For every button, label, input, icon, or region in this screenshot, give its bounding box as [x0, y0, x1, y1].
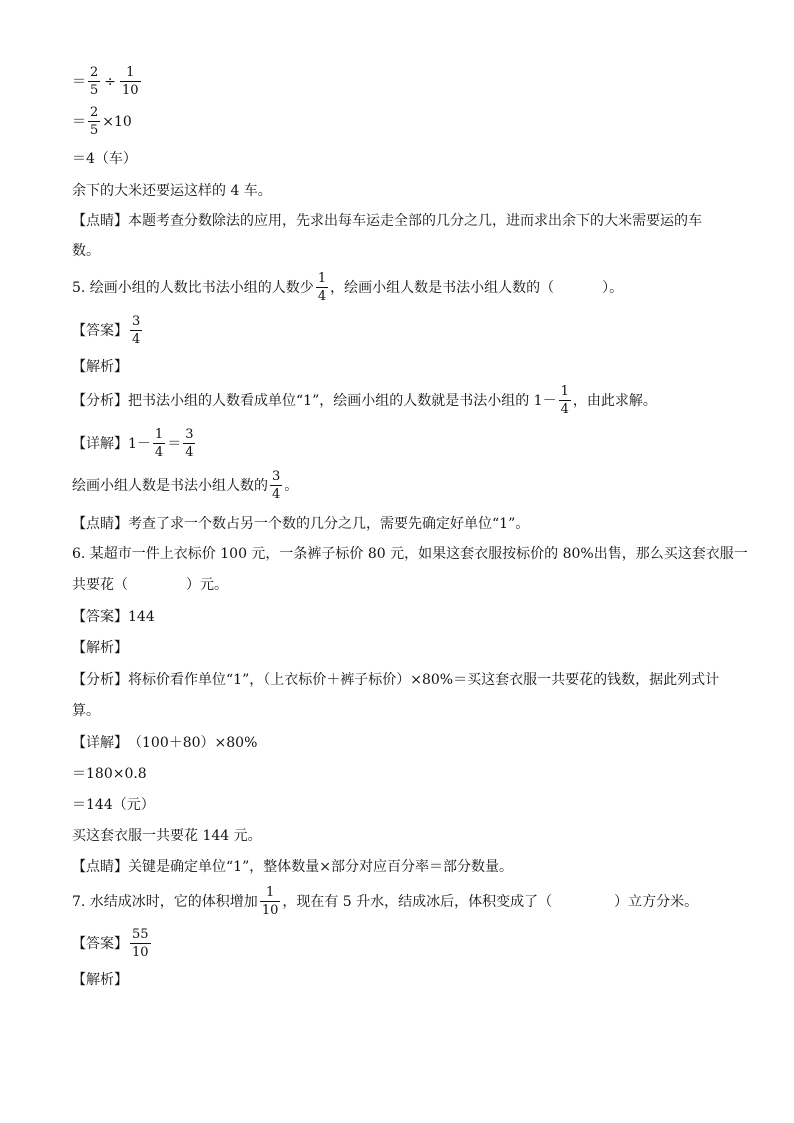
note-text: 考查了求一个数占另一个数的几分之几，需要先确定好单位“1”。 [128, 516, 530, 532]
equals-sign: ＝ [72, 113, 86, 130]
note-text: 关键是确定单位“1”，整体数量×部分对应百分率＝部分数量。 [128, 859, 513, 875]
fraction: $\frac{1}{10}$ [122, 65, 139, 98]
answer-line [72, 610, 734, 624]
analysis-text: 把书法小组的人数看成单位“1”，绘画小组的人数就是书法小组的 1－ [128, 392, 557, 409]
question-text: ，绘画小组人数是书法小组人数的（ [330, 279, 555, 296]
analysis-tag: 【解析】 [72, 359, 128, 375]
detail-line [72, 736, 734, 750]
answer-tag: 【答案】 [72, 322, 128, 339]
equals-sign: ＝ [72, 73, 86, 90]
calc-step: ＝180×0.8 [72, 766, 147, 782]
note-line [72, 517, 734, 531]
note-line [72, 214, 734, 228]
analysis-subtag: 【分析】 [72, 672, 128, 688]
fraction: $\frac{2}{5}$ [90, 105, 99, 138]
calc-step-2 [72, 106, 734, 137]
question-text: ）元。 [186, 577, 228, 593]
question-6-cont [72, 578, 734, 592]
question-text: 5. 绘画小组的人数比书法小组的人数少 [72, 279, 314, 296]
question-text: 共要花（ [72, 577, 128, 593]
question-text: ）。 [602, 279, 624, 296]
analysis-subtag: 【分析】 [72, 392, 128, 409]
fraction: $\frac{3}{4}$ [272, 469, 281, 502]
fraction: $\frac{2}{5}$ [90, 65, 99, 98]
answer-value: 144 [128, 609, 155, 625]
question-6: 6. 某超市一件上衣标价 100 元，一条裤子标价 80 元，如果这套衣服按标价的 80%出售，那么买这套衣服一 [72, 546, 748, 562]
detail-tag: 【详解】 [72, 435, 128, 452]
calc-step-1 [72, 66, 734, 97]
fraction: $\frac{1}{4}$ [560, 384, 569, 417]
question-5 [72, 272, 734, 303]
analysis-line [72, 385, 734, 416]
note-tag: 【点睛】 [72, 213, 128, 229]
analysis-text: ，由此求解。 [572, 392, 657, 409]
fraction: $\frac{1}{10}$ [261, 885, 279, 918]
analysis-text: 将标价看作单位“1”，（上衣标价＋裤子标价）×80%＝买这套衣服一共要花的钱数，据此列式计 [128, 672, 720, 688]
result-text: 余下的大米还要运这样的 4 车。 [72, 183, 272, 199]
result-text: 买这套衣服一共要花 144 元。 [72, 828, 262, 844]
fraction: $\frac{1}{4}$ [317, 271, 327, 304]
note-text: 本题考查分数除法的应用，先求出每车运走全部的几分之几，进而求出余下的大米需要运的车 [128, 213, 702, 229]
result-line [72, 470, 734, 501]
equals-sign: ＝ [167, 435, 182, 452]
question-text: ）立方分米。 [614, 893, 699, 910]
question-text: ，现在有 5 升水，结成冰后，体积变成了（ [282, 893, 553, 910]
result-text: 。 [284, 477, 299, 494]
fraction: $\frac{3}{4}$ [132, 314, 141, 347]
analysis-line-cont: 算。 [72, 703, 100, 719]
answer-tag: 【答案】 [72, 609, 128, 625]
detail-text: （100＋80）×80% [128, 735, 258, 751]
fraction: $\frac{55}{10}$ [132, 927, 149, 960]
calc-step: ＝144（元） [72, 797, 155, 813]
analysis-line [72, 673, 734, 687]
result-text: 绘画小组人数是书法小组人数的 [72, 477, 268, 494]
analysis-tag: 【解析】 [72, 640, 128, 656]
analysis-tag: 【解析】 [72, 972, 128, 988]
note-line [72, 860, 734, 874]
answer-line [72, 928, 734, 959]
answer-tag: 【答案】 [72, 935, 128, 952]
divide-sign: ÷ [104, 73, 117, 90]
fraction: $\frac{1}{4}$ [154, 427, 164, 460]
calc-text: ×10 [102, 113, 132, 130]
calc-step-3: ＝4（车） [72, 151, 137, 167]
note-tag: 【点睛】 [72, 859, 128, 875]
detail-line [72, 428, 734, 459]
answer-line [72, 315, 734, 346]
note-line-cont: 数。 [72, 243, 100, 259]
detail-tag: 【详解】 [72, 735, 128, 751]
fraction: $\frac{3}{4}$ [185, 427, 194, 460]
note-tag: 【点睛】 [72, 516, 128, 532]
question-text: 7. 水结成冰时，它的体积增加 [72, 893, 258, 910]
question-7 [72, 886, 734, 917]
detail-text: 1－ [128, 435, 151, 452]
